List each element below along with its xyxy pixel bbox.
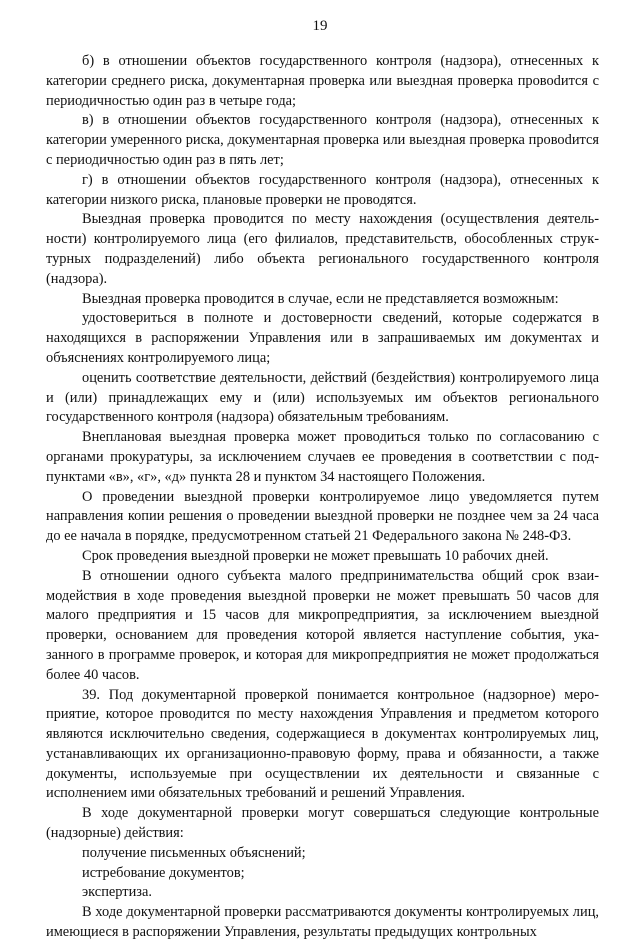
list-item-explanations: получение письменных объяснений; bbox=[82, 844, 306, 861]
paragraph-unscheduled-approval: Внеплановая выездная проверка может проводиться только по согласованию с органами прокуратуры, за исключением случаев ее проведения в соответствии с подпунктами «в», «г», «д» пункта 28 и пунктом 34 настоящего Положения. bbox=[46, 429, 599, 485]
paragraph-onsite-location: Выездная проверка проводится по месту нахождения (осуществления деятельности) контролируемого лица (его филиалов, представительств, обособленных структурных подразделений) либо объекта регионального государственного контроля (надзора). bbox=[46, 211, 599, 287]
paragraph-assess-compliance: оценить соответствие деятельности, действий (бездействия) контролируемого лица и (или) принадлежащих ему и (или) используемых им объектов регионального государственного контроля (надзора) обязательным требованиям. bbox=[46, 369, 599, 426]
paragraph-notification: О проведении выездной проверки контролируемое лицо уведомляется путем направления копии решения о проведении выездной проверки не позднее чем за 24 часа до ее начала в порядке, предусмотренном статьей 21 Федерального закона № 248-ФЗ. bbox=[46, 488, 599, 545]
paragraph-small-business-limit: В отношении одного субъекта малого предпринимательства общий срок взаимодействия в ходе проведения выездной проверки не может превышать 50 часов для малого предприятия и 15 часов для микропредприятия, за исключением выездной проверки, основанием для проведения которой является наступление события, указанного в программе проверок, и которая для микропредприятия не может продолжаться более 40 часов. bbox=[46, 567, 599, 683]
paragraph-g-low-risk: г) в отношении объектов государственного контроля (надзора), отнесенных к категории низкого риска, плановые проверки не проводятся. bbox=[46, 171, 599, 208]
document-body bbox=[46, 52, 599, 943]
paragraph-onsite-cases: Выездная проверка проводится в случае, если не представляется возможным: bbox=[82, 290, 559, 307]
paragraph-verify-completeness: удостовериться в полноте и достоверности сведений, которые содержатся в находящихся в распоряжении Управления или в запрашиваемых им документах и объяснениях контролируемого лица; bbox=[46, 310, 599, 366]
paragraph-v-moderate-risk: в) в отношении объектов государственного контроля (надзора), отнесенных к категории умеренного риска, документарная проверка или выездная проверка провоdится с периодичностью один раз в пять лет; bbox=[46, 112, 599, 168]
paragraph-duration-limit: Срок проведения выездной проверки не может превышать 10 рабочих дней. bbox=[82, 547, 549, 564]
paragraph-b-medium-risk: б) в отношении объектов государственного контроля (надзора), отнесенных к категории среднего риска, документарная проверка или выездная проверка провоdится с периодичностью один раз в четыре года; bbox=[46, 53, 599, 109]
paragraph-39-documentary-check: 39. Под документарной проверкой понимается контрольное (надзорное) мероприятие, которое проводится по месту нахождения Управления и предметом которого являются исключительно сведения, содержащиеся в документах контролируемых лиц, устанавливающих их организационно-правовую форму, права и обязанности, а также документы, используемые при осуществлении их деятельности и связанные с исполнением ими обязательных требований и решений Управления. bbox=[46, 686, 599, 802]
paragraph-documents-review: В ходе документарной проверки рассматриваются документы контролируемых лиц, имеющиеся в распоряжении Управления, результаты предыдущих контрольных bbox=[46, 904, 599, 941]
list-item-expertise: экспертиза. bbox=[82, 884, 152, 901]
paragraph-control-actions: В ходе документарной проверки могут совершаться следующие контрольные (надзорные) действия: bbox=[46, 805, 599, 842]
page-number: 19 bbox=[312, 18, 328, 34]
list-item-documents: истребование документов; bbox=[82, 864, 245, 881]
